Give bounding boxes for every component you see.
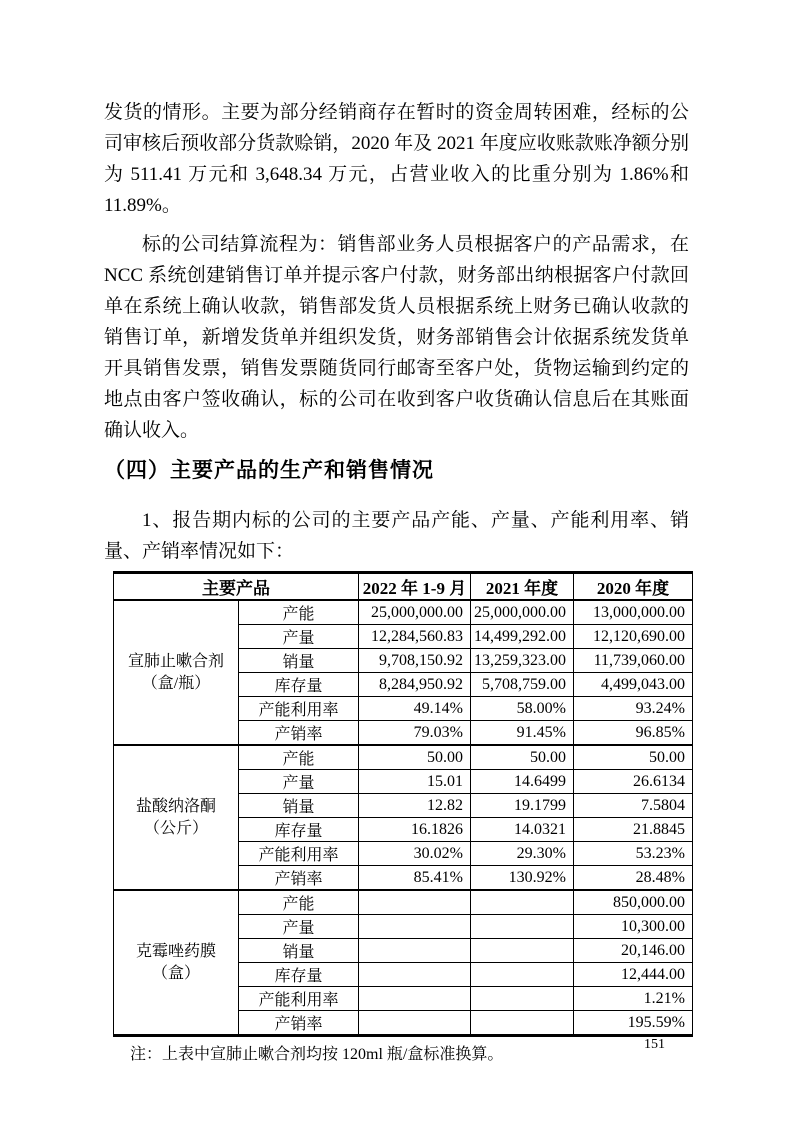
page-content	[104, 0, 689, 1067]
value-cell-2022: 25,000,000.00	[359, 600, 471, 625]
metric-label-cell: 产能	[239, 890, 359, 915]
col-header-2022: 2022 年 1-9 月	[359, 573, 471, 601]
paragraph-settlement-process: 标的公司结算流程为：销售部业务人员根据客户的产品需求，在 NCC 系统创建销售订单并提示客户付款，财务部出纳根据客户付款回单在系统上确认收款，销售部发货人员根据系统上财务已确认收款的销售订单，新增发货单并组织发货，财务部销售会计依据系统发货单开具销售发票，销售发票随货同行邮寄至客户处，货物运输到约定的地点由客户签收确认，标的公司在收到客户收货确认信息后在其账面确认收入。	[104, 234, 689, 441]
metric-label-cell: 销量	[239, 649, 359, 673]
value-cell-2021	[471, 915, 574, 939]
metric-label-cell: 产量	[239, 770, 359, 794]
metric-label-cell: 库存量	[239, 818, 359, 842]
table-note: 注：上表中宣肺止嗽合剂均按 120ml 瓶/盒标准换算。	[130, 1046, 504, 1063]
value-cell-2022: 85.41%	[359, 866, 471, 891]
value-cell-2021: 5,708,759.00	[471, 673, 574, 697]
value-cell-2020: 195.59%	[574, 1011, 693, 1036]
value-cell-2021: 14.0321	[471, 818, 574, 842]
metric-label-cell: 产能利用率	[239, 842, 359, 866]
value-cell-2020: 7.5804	[574, 794, 693, 818]
value-cell-2020: 4,499,043.00	[574, 673, 693, 697]
metric-label-cell: 销量	[239, 939, 359, 963]
product-name-cell	[114, 890, 239, 1036]
value-cell-2022	[359, 890, 471, 915]
product-unit: （盒/瓶）	[141, 674, 211, 692]
metric-label-cell: 产能利用率	[239, 987, 359, 1011]
value-cell-2020: 21.8845	[574, 818, 693, 842]
value-cell-2021: 14.6499	[471, 770, 574, 794]
metric-label-cell: 产能	[239, 600, 359, 625]
table-header-row	[114, 573, 693, 601]
value-cell-2022	[359, 915, 471, 939]
metric-label-cell: 产能利用率	[239, 697, 359, 721]
value-cell-2020: 10,300.00	[574, 915, 693, 939]
value-cell-2022: 79.03%	[359, 721, 471, 746]
value-cell-2020: 53.23%	[574, 842, 693, 866]
value-cell-2021: 50.00	[471, 745, 574, 770]
value-cell-2020: 28.48%	[574, 866, 693, 891]
product-name-cell	[114, 745, 239, 890]
metric-label-cell: 库存量	[239, 673, 359, 697]
product-unit: （公斤）	[143, 819, 208, 837]
col-header-2021: 2021 年度	[471, 573, 574, 601]
metric-label-cell: 产能	[239, 745, 359, 770]
value-cell-2022: 12.82	[359, 794, 471, 818]
value-cell-2021: 19.1799	[471, 794, 574, 818]
value-cell-2022: 16.1826	[359, 818, 471, 842]
col-header-2020: 2020 年度	[574, 573, 693, 601]
value-cell-2021: 130.92%	[471, 866, 574, 891]
value-cell-2022: 9,708,150.92	[359, 649, 471, 673]
product-name-cell	[114, 600, 239, 745]
value-cell-2022: 50.00	[359, 745, 471, 770]
value-cell-2021	[471, 963, 574, 987]
value-cell-2021: 14,499,292.00	[471, 625, 574, 649]
table-body	[114, 600, 693, 1036]
value-cell-2022	[359, 939, 471, 963]
paragraph-receivables: 发货的情形。主要为部分经销商存在暂时的资金周转困难，经标的公司审核后预收部分货款赊销，2020 年及 2021 年度应收账款账净额分别为 511.41 万元和 3,648.34 万元，占营业收入的比重分别为 1.86%和 11.89%。	[104, 102, 689, 216]
value-cell-2020: 93.24%	[574, 697, 693, 721]
metric-label-cell: 产销率	[239, 721, 359, 746]
value-cell-2022: 8,284,950.92	[359, 673, 471, 697]
product-name: 盐酸纳洛酮	[135, 797, 216, 815]
product-name: 克霉唑药膜	[135, 942, 216, 960]
value-cell-2022	[359, 987, 471, 1011]
metric-label-cell: 销量	[239, 794, 359, 818]
metric-label-cell: 产量	[239, 915, 359, 939]
value-cell-2020: 850,000.00	[574, 890, 693, 915]
value-cell-2021: 29.30%	[471, 842, 574, 866]
metric-label-cell: 产量	[239, 625, 359, 649]
value-cell-2022: 49.14%	[359, 697, 471, 721]
value-cell-2021: 58.00%	[471, 697, 574, 721]
value-cell-2022	[359, 963, 471, 987]
value-cell-2021	[471, 939, 574, 963]
metric-label-cell: 产销率	[239, 1011, 359, 1036]
product-name: 宣肺止嗽合剂	[127, 652, 224, 670]
value-cell-2021: 13,259,323.00	[471, 649, 574, 673]
value-cell-2021	[471, 1011, 574, 1036]
value-cell-2020: 50.00	[574, 745, 693, 770]
table-row	[114, 600, 693, 625]
metric-label-cell: 库存量	[239, 963, 359, 987]
value-cell-2020: 13,000,000.00	[574, 600, 693, 625]
production-sales-table	[113, 571, 693, 1037]
value-cell-2020: 12,120,690.00	[574, 625, 693, 649]
product-unit: （盒）	[151, 964, 200, 982]
value-cell-2020: 26.6134	[574, 770, 693, 794]
paragraph-table-intro: 1、报告期内标的公司的主要产品产能、产量、产能利用率、销量、产销率情况如下：	[104, 510, 689, 562]
value-cell-2021	[471, 890, 574, 915]
value-cell-2020: 20,146.00	[574, 939, 693, 963]
value-cell-2020: 1.21%	[574, 987, 693, 1011]
value-cell-2020: 12,444.00	[574, 963, 693, 987]
value-cell-2021: 25,000,000.00	[471, 600, 574, 625]
table-row	[114, 745, 693, 770]
value-cell-2022: 15.01	[359, 770, 471, 794]
value-cell-2022	[359, 1011, 471, 1036]
value-cell-2022: 12,284,560.83	[359, 625, 471, 649]
page-number: 151	[644, 1037, 665, 1052]
table-row	[114, 890, 693, 915]
col-header-product: 主要产品	[114, 573, 359, 601]
section-heading: （四）主要产品的生产和销售情况	[104, 459, 434, 482]
value-cell-2021	[471, 987, 574, 1011]
value-cell-2020: 96.85%	[574, 721, 693, 746]
value-cell-2020: 11,739,060.00	[574, 649, 693, 673]
metric-label-cell: 产销率	[239, 866, 359, 891]
value-cell-2021: 91.45%	[471, 721, 574, 746]
value-cell-2022: 30.02%	[359, 842, 471, 866]
